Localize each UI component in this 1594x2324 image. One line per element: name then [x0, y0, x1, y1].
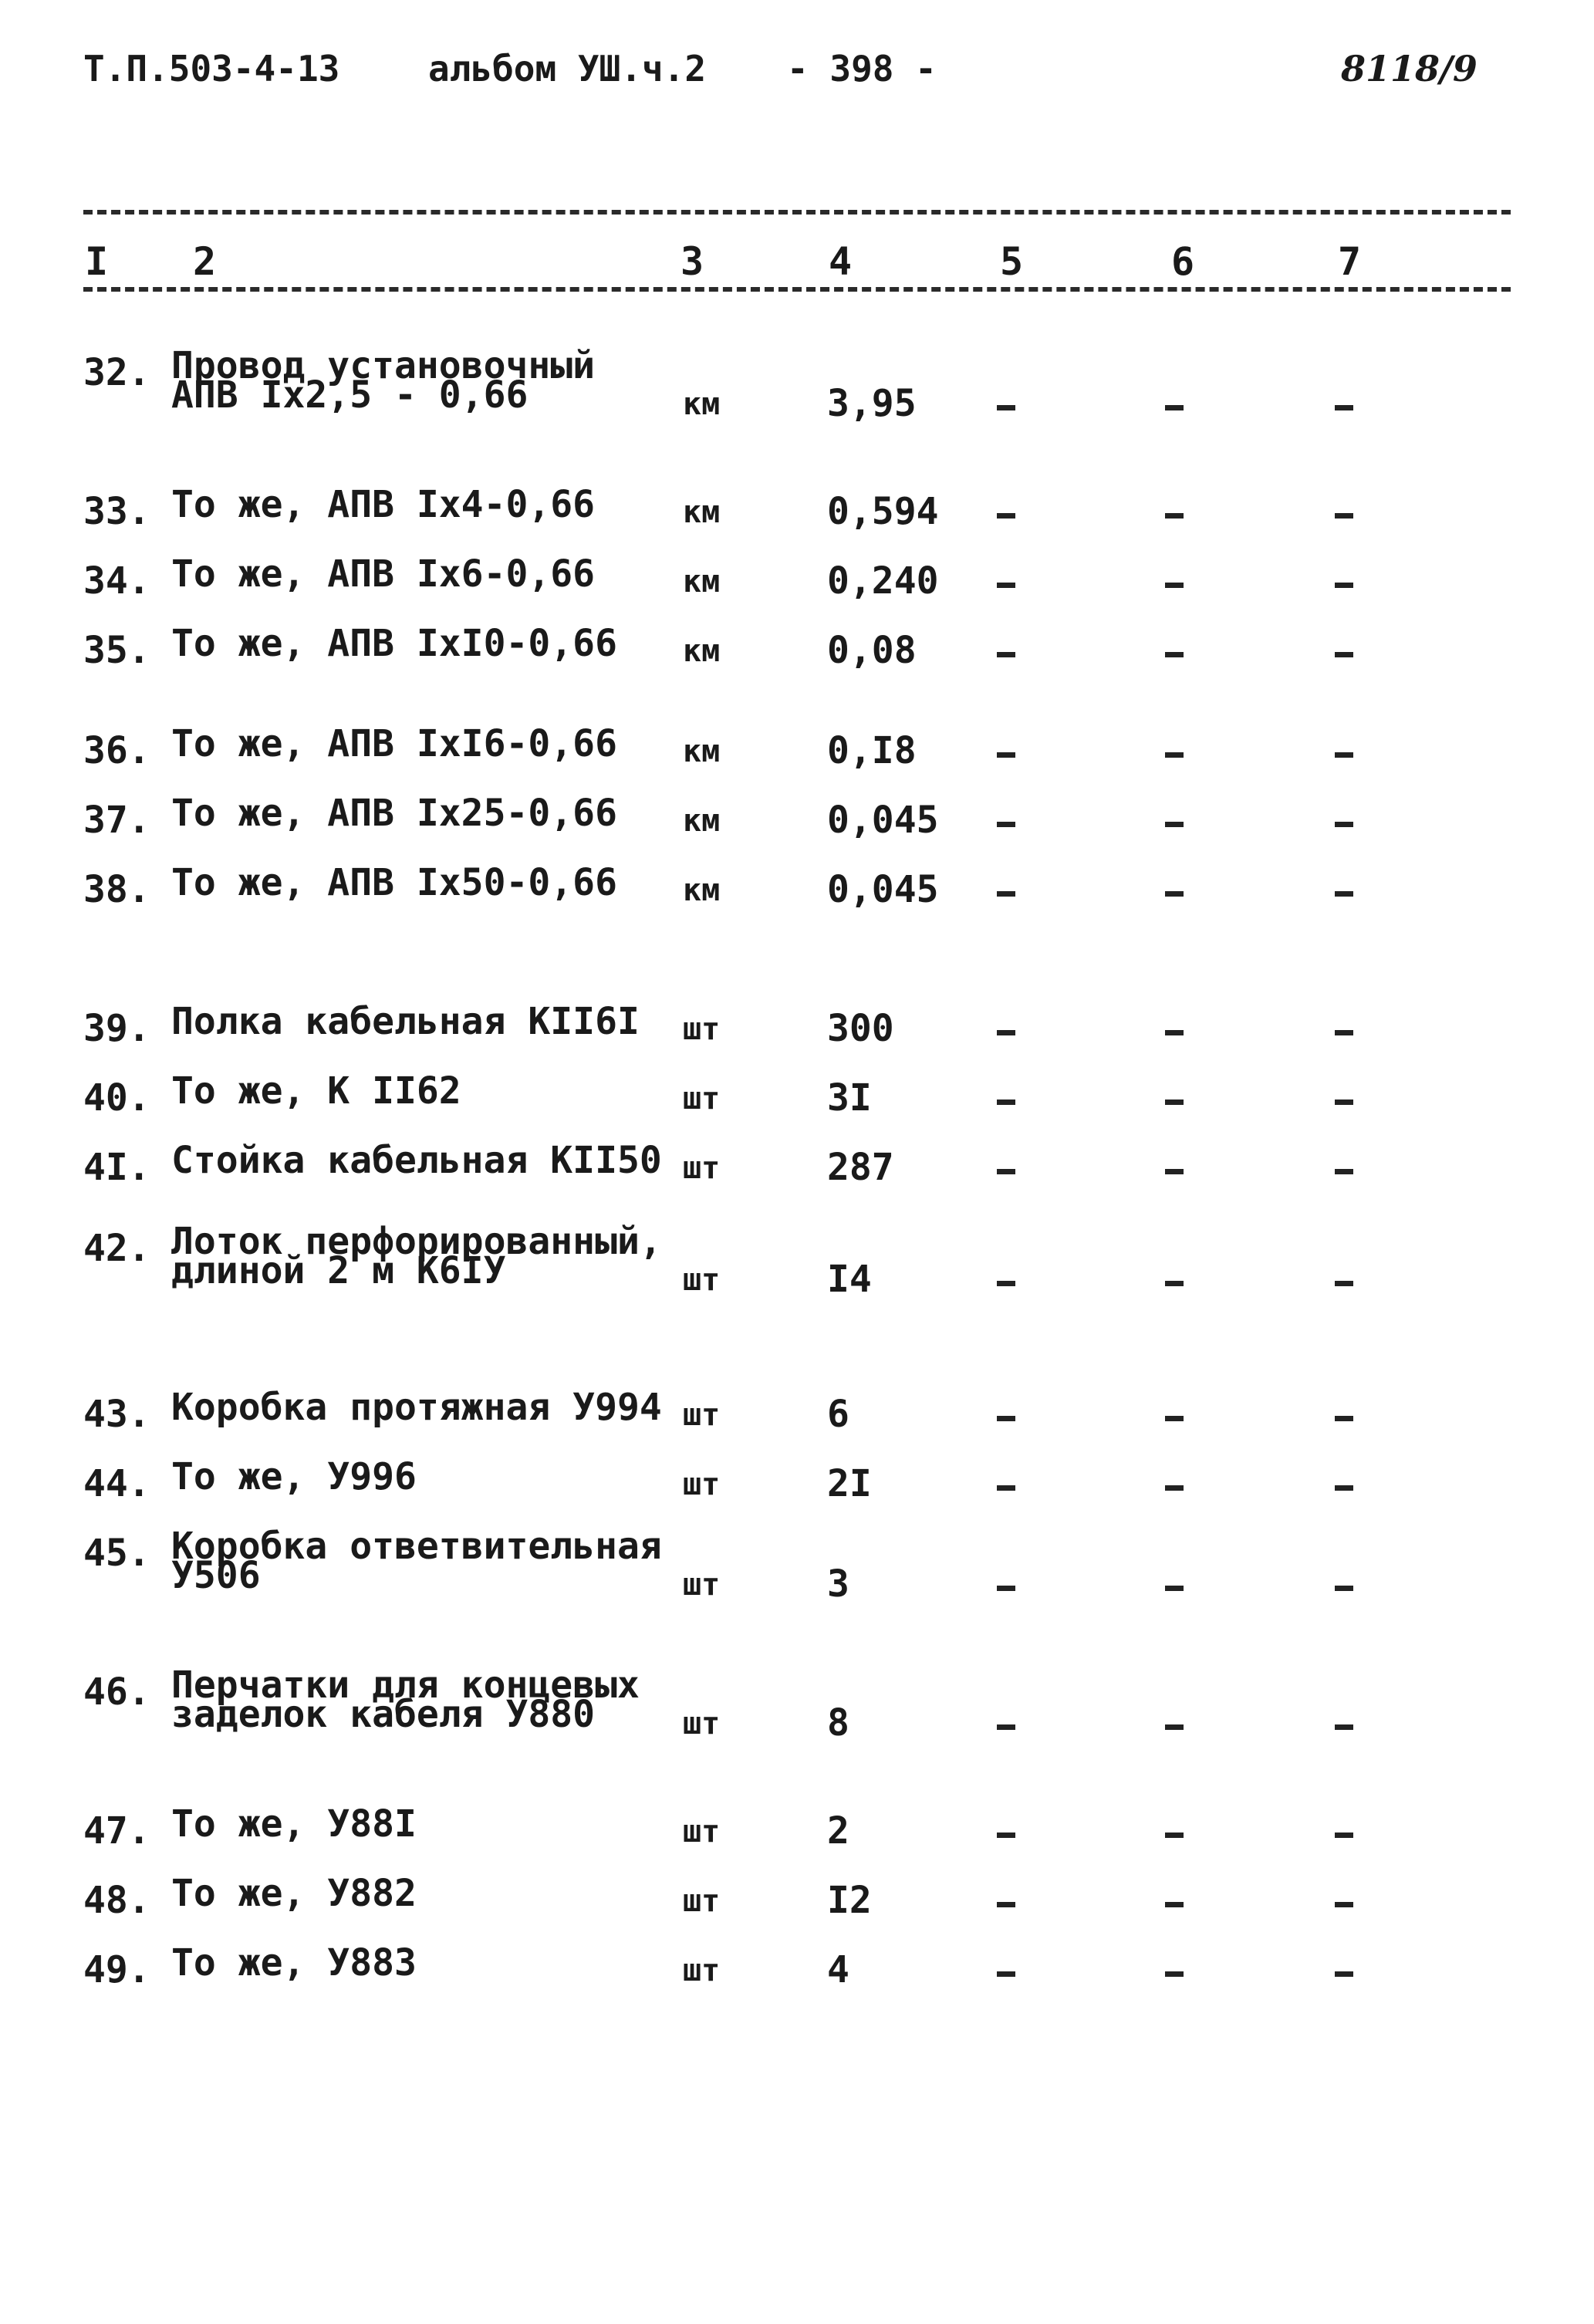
column-6-dash: [1165, 1586, 1184, 1591]
column-header-6: 6: [1171, 239, 1195, 284]
column-7-dash: [1335, 1416, 1353, 1421]
item-quantity: 4: [827, 1948, 849, 1991]
row-number: 47.: [83, 1809, 150, 1853]
table-header-rule: [83, 287, 1511, 292]
item-quantity: I4: [827, 1258, 872, 1301]
item-name: То же, К II62: [171, 1069, 461, 1113]
row-number: 44.: [83, 1462, 150, 1505]
item-quantity: 287: [827, 1146, 894, 1189]
item-name: То же, У996: [171, 1455, 417, 1498]
sheet-number: 8118/9: [1341, 48, 1477, 90]
column-7-dash: [1335, 405, 1353, 410]
column-7-dash: [1335, 1902, 1353, 1907]
column-7-dash: [1335, 891, 1353, 897]
item-quantity: 3I: [827, 1076, 872, 1120]
table-row: [0, 1872, 1594, 1925]
table-row: [0, 622, 1594, 675]
row-number: 45.: [83, 1532, 150, 1575]
row-number: 32.: [83, 351, 150, 394]
item-name: Перчатки для концевых заделок кабеля У880: [171, 1664, 640, 1736]
column-6-dash: [1165, 752, 1184, 758]
item-quantity: 8: [827, 1701, 849, 1745]
row-number: 35.: [83, 629, 150, 672]
table-row: [0, 792, 1594, 845]
table-row: [0, 722, 1594, 775]
item-quantity: I2: [827, 1879, 872, 1922]
item-unit: шт: [683, 1012, 721, 1047]
column-header-3: 3: [680, 239, 704, 284]
item-name: То же, У883: [171, 1941, 417, 1985]
column-5-dash: [997, 513, 1015, 519]
column-5-dash: [997, 1416, 1015, 1421]
column-6-dash: [1165, 652, 1184, 657]
row-number: 33.: [83, 490, 150, 533]
column-7-dash: [1335, 1724, 1353, 1730]
item-unit: км: [683, 734, 721, 769]
item-unit: шт: [683, 1883, 721, 1919]
table-row: [0, 1664, 1594, 1745]
table-row: [0, 1220, 1594, 1301]
column-7-dash: [1335, 1169, 1353, 1174]
column-6-dash: [1165, 891, 1184, 897]
column-header-7: 7: [1338, 239, 1362, 284]
column-7-dash: [1335, 513, 1353, 519]
item-unit: км: [683, 633, 721, 669]
item-quantity: 3: [827, 1562, 849, 1606]
item-unit: шт: [683, 1953, 721, 1988]
column-5-dash: [997, 652, 1015, 657]
item-quantity: 0,240: [827, 559, 939, 603]
item-name: Стойка кабельная КII50: [171, 1139, 662, 1182]
item-name: То же, У882: [171, 1872, 417, 1915]
column-7-dash: [1335, 583, 1353, 588]
row-number: 34.: [83, 559, 150, 603]
column-6-dash: [1165, 405, 1184, 410]
column-6-dash: [1165, 1416, 1184, 1421]
column-header-2: 2: [193, 239, 217, 284]
item-unit: шт: [683, 1150, 721, 1186]
table-row: [0, 552, 1594, 606]
item-name: То же, У88I: [171, 1802, 417, 1846]
item-unit: км: [683, 495, 721, 530]
column-5-dash: [997, 822, 1015, 827]
item-unit: шт: [683, 1397, 721, 1433]
row-number: 4I.: [83, 1146, 150, 1189]
column-7-dash: [1335, 1586, 1353, 1591]
item-quantity: 0,08: [827, 629, 917, 672]
item-name: То же, АПВ Iх25-0,66: [171, 792, 617, 835]
item-name: То же, АПВ IхI0-0,66: [171, 622, 617, 665]
item-quantity: 2I: [827, 1462, 872, 1505]
column-6-dash: [1165, 1724, 1184, 1730]
row-number: 37.: [83, 799, 150, 842]
table-row: [0, 1525, 1594, 1606]
page-number: - 398 -: [787, 48, 937, 90]
item-name: Коробка ответвительная У506: [171, 1525, 662, 1597]
column-5-dash: [997, 1833, 1015, 1838]
column-6-dash: [1165, 1485, 1184, 1491]
row-number: 42.: [83, 1227, 150, 1270]
item-quantity: 300: [827, 1007, 894, 1050]
column-5-dash: [997, 891, 1015, 897]
row-number: 39.: [83, 1007, 150, 1050]
column-5-dash: [997, 1971, 1015, 1977]
item-unit: шт: [683, 1467, 721, 1502]
column-6-dash: [1165, 1833, 1184, 1838]
table-row: [0, 483, 1594, 536]
row-number: 48.: [83, 1879, 150, 1922]
item-quantity: 6: [827, 1393, 849, 1436]
item-name: Лоток перфорированный, длиной 2 м К6IУ: [171, 1220, 662, 1292]
column-7-dash: [1335, 822, 1353, 827]
item-quantity: 0,045: [827, 868, 939, 911]
column-7-dash: [1335, 1100, 1353, 1105]
column-5-dash: [997, 1030, 1015, 1035]
column-6-dash: [1165, 822, 1184, 827]
column-7-dash: [1335, 752, 1353, 758]
item-unit: шт: [683, 1814, 721, 1849]
column-7-dash: [1335, 652, 1353, 657]
column-7-dash: [1335, 1971, 1353, 1977]
row-number: 38.: [83, 868, 150, 911]
item-quantity: 0,I8: [827, 729, 917, 772]
column-6-dash: [1165, 1100, 1184, 1105]
item-name: Коробка протяжная У994: [171, 1386, 662, 1429]
item-unit: шт: [683, 1081, 721, 1116]
column-5-dash: [997, 752, 1015, 758]
column-6-dash: [1165, 513, 1184, 519]
column-5-dash: [997, 1724, 1015, 1730]
column-5-dash: [997, 1485, 1015, 1491]
column-5-dash: [997, 1902, 1015, 1907]
column-5-dash: [997, 1586, 1015, 1591]
row-number: 49.: [83, 1948, 150, 1991]
row-number: 36.: [83, 729, 150, 772]
column-6-dash: [1165, 583, 1184, 588]
column-7-dash: [1335, 1030, 1353, 1035]
album-label: альбом УШ.ч.2: [428, 48, 707, 90]
table-row: [0, 1941, 1594, 1995]
item-quantity: 2: [827, 1809, 849, 1853]
table-row: [0, 1802, 1594, 1856]
column-6-dash: [1165, 1030, 1184, 1035]
item-name: То же, АПВ Iх6-0,66: [171, 552, 596, 596]
column-5-dash: [997, 1100, 1015, 1105]
table-row: [0, 1386, 1594, 1439]
column-5-dash: [997, 1169, 1015, 1174]
column-7-dash: [1335, 1485, 1353, 1491]
column-6-dash: [1165, 1281, 1184, 1286]
table-row: [0, 1069, 1594, 1123]
column-6-dash: [1165, 1902, 1184, 1907]
item-quantity: 3,95: [827, 382, 917, 425]
column-6-dash: [1165, 1169, 1184, 1174]
column-header-5: 5: [1000, 239, 1024, 284]
row-number: 40.: [83, 1076, 150, 1120]
item-name: Провод установочный АПВ Iх2,5 - 0,66: [171, 344, 596, 417]
item-name: То же, АПВ Iх50-0,66: [171, 861, 617, 904]
column-header-4: 4: [829, 239, 853, 284]
table-row: [0, 861, 1594, 914]
item-unit: км: [683, 564, 721, 600]
column-5-dash: [997, 1281, 1015, 1286]
row-number: 46.: [83, 1670, 150, 1714]
item-name: То же, АПВ IхI6-0,66: [171, 722, 617, 765]
item-unit: шт: [683, 1262, 721, 1298]
column-7-dash: [1335, 1833, 1353, 1838]
table-top-rule: [83, 210, 1511, 214]
document-code: Т.П.503-4-13: [83, 48, 340, 90]
item-unit: км: [683, 803, 721, 839]
row-number: 43.: [83, 1393, 150, 1436]
item-name: Полка кабельная КII6I: [171, 1000, 640, 1043]
column-7-dash: [1335, 1281, 1353, 1286]
item-quantity: 0,594: [827, 490, 939, 533]
item-unit: км: [683, 387, 721, 422]
item-unit: км: [683, 873, 721, 908]
column-header-1: I: [85, 239, 109, 284]
column-5-dash: [997, 583, 1015, 588]
table-row: [0, 1455, 1594, 1508]
table-row: [0, 1000, 1594, 1053]
column-5-dash: [997, 405, 1015, 410]
column-6-dash: [1165, 1971, 1184, 1977]
item-unit: шт: [683, 1567, 721, 1603]
item-quantity: 0,045: [827, 799, 939, 842]
item-unit: шт: [683, 1706, 721, 1741]
table-row: [0, 344, 1594, 425]
item-name: То же, АПВ Iх4-0,66: [171, 483, 596, 526]
table-row: [0, 1139, 1594, 1192]
